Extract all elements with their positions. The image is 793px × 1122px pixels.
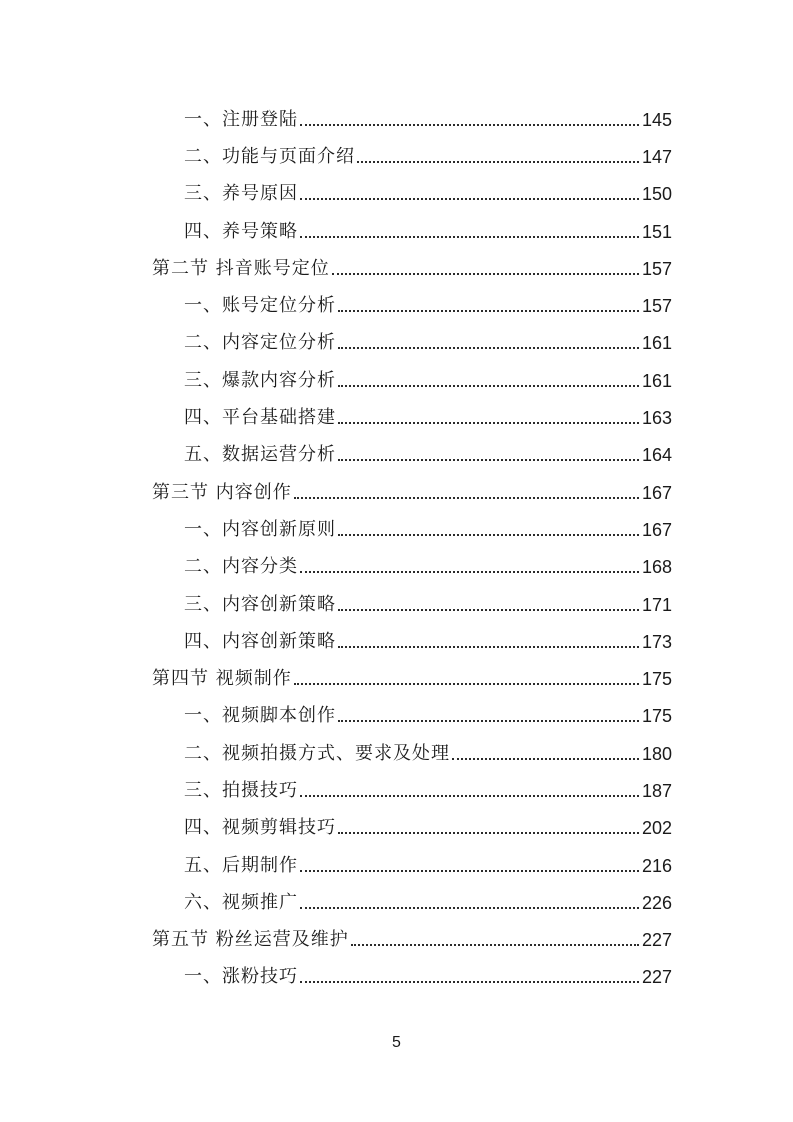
toc-entry[interactable] — [0, 623, 793, 660]
dot-leader — [338, 310, 639, 312]
toc-page-number: 161 — [641, 370, 672, 391]
toc-page-number: 175 — [641, 706, 672, 727]
dot-leader — [300, 795, 639, 797]
toc-section-entry[interactable] — [0, 250, 793, 287]
toc-entry-title: 五、后期制作 — [184, 854, 298, 876]
toc-page-number: 187 — [641, 780, 672, 801]
toc-entry[interactable] — [0, 213, 793, 250]
toc-page-number: 151 — [641, 221, 672, 242]
table-of-contents — [0, 101, 793, 996]
toc-section-title: 第三节 内容创作 — [152, 481, 292, 503]
dot-leader — [338, 385, 639, 387]
toc-page-number: 145 — [641, 109, 672, 130]
toc-page-number: 157 — [641, 296, 672, 317]
toc-page-number: 161 — [641, 333, 672, 354]
toc-entry-title: 一、注册登陆 — [184, 108, 298, 130]
toc-page-number: 167 — [641, 519, 672, 540]
toc-page-number: 173 — [641, 631, 672, 652]
toc-page-number: 163 — [641, 408, 672, 429]
dot-leader — [338, 534, 639, 536]
toc-section-entry[interactable] — [0, 922, 793, 959]
toc-page-number: 171 — [641, 594, 672, 615]
toc-entry-title: 一、账号定位分析 — [184, 295, 336, 317]
dot-leader — [357, 161, 639, 163]
toc-entry-title: 三、养号原因 — [184, 183, 298, 205]
dot-leader — [300, 981, 639, 983]
dot-leader — [338, 832, 639, 834]
toc-entry[interactable] — [0, 138, 793, 175]
toc-entry[interactable] — [0, 810, 793, 847]
toc-page-number: 227 — [641, 967, 672, 988]
toc-entry[interactable] — [0, 884, 793, 921]
toc-entry-title: 四、养号策略 — [184, 220, 298, 242]
toc-entry[interactable] — [0, 549, 793, 586]
toc-entry[interactable] — [0, 287, 793, 324]
toc-page-number: 180 — [641, 743, 672, 764]
toc-section-entry[interactable] — [0, 660, 793, 697]
toc-entry-title: 六、视频推广 — [184, 891, 298, 913]
toc-page-number: 167 — [641, 482, 672, 503]
toc-entry-title: 一、涨粉技巧 — [184, 966, 298, 988]
page-number-footer: 5 — [392, 1034, 401, 1051]
dot-leader — [338, 459, 639, 461]
toc-section-title: 第二节 抖音账号定位 — [152, 257, 330, 279]
toc-entry[interactable] — [0, 362, 793, 399]
toc-entry[interactable] — [0, 437, 793, 474]
toc-page-number: 164 — [641, 445, 672, 466]
toc-entry[interactable] — [0, 847, 793, 884]
dot-leader — [338, 422, 639, 424]
dot-leader — [300, 870, 639, 872]
toc-entry[interactable] — [0, 959, 793, 996]
toc-entry[interactable] — [0, 511, 793, 548]
toc-page-number: 175 — [641, 669, 672, 690]
toc-page-number: 226 — [641, 892, 672, 913]
dot-leader — [452, 758, 639, 760]
dot-leader — [338, 609, 639, 611]
toc-page-number: 147 — [641, 146, 672, 167]
dot-leader — [294, 497, 639, 499]
toc-entry-title: 三、拍摄技巧 — [184, 779, 298, 801]
toc-entry-title: 四、视频剪辑技巧 — [184, 817, 336, 839]
toc-entry-title: 四、内容创新策略 — [184, 630, 336, 652]
dot-leader — [332, 273, 639, 275]
dot-leader — [294, 683, 639, 685]
toc-entry[interactable] — [0, 586, 793, 623]
toc-entry-title: 五、数据运营分析 — [184, 444, 336, 466]
toc-entry[interactable] — [0, 325, 793, 362]
toc-entry[interactable] — [0, 101, 793, 138]
toc-entry[interactable] — [0, 772, 793, 809]
toc-page-number: 150 — [641, 184, 672, 205]
toc-entry[interactable] — [0, 735, 793, 772]
toc-entry-title: 二、内容定位分析 — [184, 332, 336, 354]
toc-section-title: 第五节 粉丝运营及维护 — [152, 929, 349, 951]
toc-section-entry[interactable] — [0, 474, 793, 511]
toc-entry-title: 一、视频脚本创作 — [184, 705, 336, 727]
toc-entry-title: 一、内容创新原则 — [184, 518, 336, 540]
toc-entry[interactable] — [0, 399, 793, 436]
dot-leader — [300, 236, 639, 238]
dot-leader — [300, 198, 639, 200]
toc-page-number: 157 — [641, 258, 672, 279]
dot-leader — [300, 571, 639, 573]
toc-page-number: 216 — [641, 855, 672, 876]
toc-entry-title: 三、爆款内容分析 — [184, 369, 336, 391]
toc-entry[interactable] — [0, 176, 793, 213]
toc-entry-title: 二、视频拍摄方式、要求及处理 — [184, 742, 450, 764]
dot-leader — [338, 347, 639, 349]
dot-leader — [338, 646, 639, 648]
dot-leader — [351, 944, 639, 946]
toc-page-number: 227 — [641, 930, 672, 951]
toc-entry-title: 二、内容分类 — [184, 556, 298, 578]
dot-leader — [300, 907, 639, 909]
dot-leader — [338, 720, 639, 722]
toc-page-number: 202 — [641, 818, 672, 839]
toc-entry-title: 二、功能与页面介绍 — [184, 145, 355, 167]
toc-page-number: 168 — [641, 557, 672, 578]
dot-leader — [300, 124, 639, 126]
toc-entry[interactable] — [0, 698, 793, 735]
toc-entry-title: 四、平台基础搭建 — [184, 407, 336, 429]
toc-section-title: 第四节 视频制作 — [152, 668, 292, 690]
toc-entry-title: 三、内容创新策略 — [184, 593, 336, 615]
